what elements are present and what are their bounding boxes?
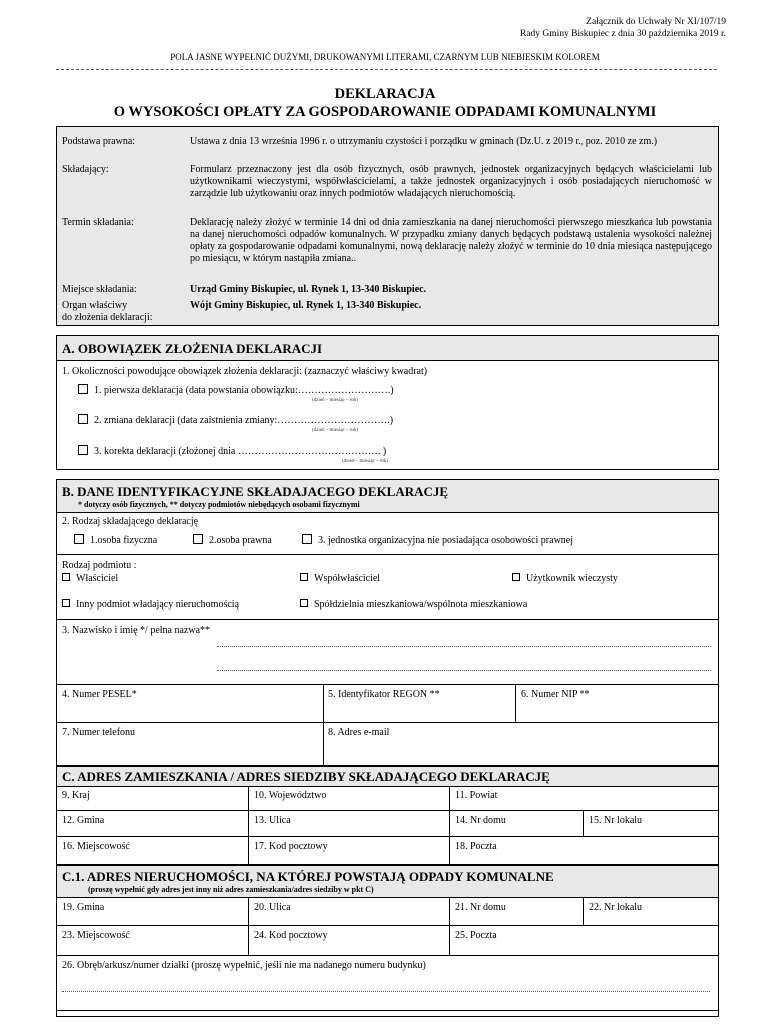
checkbox-co-owner[interactable] — [300, 573, 308, 581]
property-postal-code-label: 24. Kod pocztowy — [254, 930, 328, 941]
entity-cooperative-label: Spółdzielnia mieszkaniowa/wspólnota mieszkaniowa — [314, 599, 528, 610]
deadline-text: Deklarację należy złożyć w terminie 14 dni od dnia zamieszkania na danej nieruchomości pierwszego mieszkańca lub powstania na danej nieruchomości odpadów komunalnych. W przypadku zmiany danych będących podstawą ustalenia wysokości należnej opłaty za gospodarowanie odpadami komunalnymi, nową deklarację należy złożyć w terminie do 10 dnia miesiąca następującego po miesiącu, w którym nastąpiła zmiana.. — [190, 217, 712, 264]
date-hint-2: (dzień – miesiąc – rok) — [312, 428, 359, 433]
property-apartment-number-label: 22. Nr lokalu — [589, 902, 643, 913]
option-change-declaration-label: 2. zmiana deklaracji (data zaistnienia zmiany:…………………………….) — [94, 415, 394, 426]
attachment-line-2: Rady Gminy Biskupiec z dnia 30 października 2019 r. — [519, 29, 726, 39]
submitter-text: Formularz przeznaczony jest dla osób fizycznych, osób prawnych, jednostek organizacyjnych będących właścicielami lub użytkownikami wieczystymi, współwłaścicielami, a także jednostek organizacyjnych i osób posiadających nieruchomość w zarządzie lub użytkowaniu oraz innych podmiotów władających nieruchomością. — [190, 164, 712, 199]
option-correction-declaration[interactable] — [78, 445, 386, 458]
divider — [248, 897, 249, 955]
section-c-title: C. ADRES ZAMIESZKANIA / ADRES SIEDZIBY SKŁADAJĄCEGO DEKLARACJĘ — [62, 769, 550, 784]
checkbox-organizational-unit[interactable] — [302, 534, 312, 544]
name-field-line-2[interactable] — [217, 670, 711, 671]
checkbox-change-declaration[interactable] — [78, 414, 88, 424]
property-locality-label: 23. Miejscowość — [62, 930, 130, 941]
option-first-declaration[interactable] — [78, 384, 394, 397]
date-hint-1: (dzień – miesiąc – rok) — [312, 398, 359, 403]
name-field-line-1[interactable] — [217, 646, 711, 647]
divider — [57, 836, 718, 837]
post-office-label: 18. Poczta — [455, 841, 497, 852]
divider — [449, 786, 450, 865]
entity-other[interactable] — [62, 599, 239, 611]
entity-other-label: Inny podmiot władający nieruchomością — [76, 599, 240, 610]
divider — [57, 1010, 718, 1011]
divider — [57, 722, 718, 723]
commune-label: 12. Gmina — [62, 815, 105, 826]
divider — [323, 684, 324, 766]
type-legal-person-label: 2.osoba prawna — [209, 535, 272, 546]
divider — [57, 810, 718, 811]
divider — [57, 619, 718, 620]
authority-label-1: Organ właściwy — [62, 300, 128, 311]
type-organizational-unit-label: 3. jednostka organizacyjna nie posiadająca osobowości prawnej — [318, 535, 574, 546]
locality-label: 16. Miejscowość — [62, 841, 130, 852]
place-label: Miejsce składania: — [62, 284, 137, 295]
entity-co-owner[interactable] — [300, 573, 380, 585]
entity-perpetual-user-label: Użytkownik wieczysty — [526, 573, 618, 584]
divider — [583, 810, 584, 836]
divider — [515, 684, 516, 722]
section-c1-title: C.1. ADRES NIERUCHOMOŚCI, NA KTÓREJ POWSTAJĄ ODPADY KOMUNALNE — [62, 869, 554, 884]
option-correction-declaration-label: 3. korekta deklaracji (złożonej dnia ……………………………………. ) — [94, 446, 387, 457]
name-label: 3. Nazwisko i imię */ pełna nazwa** — [62, 625, 211, 636]
checkbox-correction-declaration[interactable] — [78, 445, 88, 455]
checkbox-natural-person[interactable] — [74, 534, 84, 544]
checkbox-cooperative[interactable] — [300, 599, 308, 607]
section-c1-subtitle: (proszę wypełnić gdy adres jest inny niż adres zamieszkania/adres siedziby w pkt C) — [88, 885, 374, 894]
fill-instruction: POLA JASNE WYPEŁNIĆ DUŻYMI, DRUKOWANYMI LITERAMI, CZARNYM LUB NIEBIESKIM KOLOREM — [170, 52, 600, 62]
deadline-label: Termin składania: — [62, 217, 134, 228]
plot-number-label: 26. Obręb/arkusz/numer działki (proszę wypełnić, jeśli nie ma nadanego numeru budynku) — [62, 960, 426, 971]
divider — [57, 684, 718, 685]
type-natural-person[interactable] — [74, 534, 157, 547]
type-legal-person[interactable] — [193, 534, 272, 547]
apartment-number-label: 15. Nr lokalu — [589, 815, 643, 826]
entity-owner[interactable] — [62, 573, 118, 585]
divider — [57, 955, 718, 956]
house-number-label: 14. Nr domu — [455, 815, 506, 826]
type-natural-person-label: 1.osoba fizyczna — [90, 535, 158, 546]
header-separator — [56, 69, 717, 70]
attachment-line-1: Załącznik do Uchwały Nr XI/107/19 — [586, 17, 726, 27]
authority-text: Wójt Gminy Biskupiec, ul. Rynek 1, 13-340 Biskupiec. — [190, 300, 422, 311]
section-a-prompt: 1. Okoliczności powodujące obowiązek złożenia deklaracji: (zaznaczyć właściwy kwadrat) — [62, 366, 428, 377]
property-post-office-label: 25. Poczta — [455, 930, 497, 941]
phone-label: 7. Numer telefonu — [62, 727, 136, 738]
place-text: Urząd Gminy Biskupiec, ul. Rynek 1, 13-340 Biskupiec. — [190, 284, 427, 295]
nip-label: 6. Numer NIP ** — [521, 689, 590, 700]
voivodeship-label: 10. Województwo — [254, 790, 327, 801]
divider — [57, 925, 718, 926]
street-label: 13. Ulica — [254, 815, 291, 826]
property-street-label: 20. Ulica — [254, 902, 291, 913]
type-organizational-unit[interactable] — [302, 534, 573, 547]
pesel-label: 4. Numer PESEL* — [62, 689, 137, 700]
checkbox-first-declaration[interactable] — [78, 384, 88, 394]
property-house-number-label: 21. Nr domu — [455, 902, 506, 913]
country-label: 9. Kraj — [62, 790, 90, 801]
section-b-subtitle: * dotyczy osób fizycznych, ** dotyczy podmiotów niebędących osobami fizycznymi — [78, 500, 360, 509]
form-title: DEKLARACJA — [334, 86, 436, 102]
submitter-type-label: 2. Rodzaj składającego deklarację — [62, 516, 199, 527]
checkbox-legal-person[interactable] — [193, 534, 203, 544]
entity-co-owner-label: Współwłaściciel — [314, 573, 381, 584]
option-first-declaration-label: 1. pierwsza deklaracja (data powstania obowiązku:……………………….) — [94, 385, 394, 396]
divider — [449, 897, 450, 955]
entity-type-label: Rodzaj podmiotu : — [62, 560, 137, 571]
entity-perpetual-user[interactable] — [512, 573, 618, 585]
authority-label-2: do złożenia deklaracji: — [62, 312, 153, 323]
checkbox-other-entity[interactable] — [62, 599, 70, 607]
property-commune-label: 19. Gmina — [62, 902, 105, 913]
section-a-title: A. OBOWIĄZEK ZŁOŻENIA DEKLARACJI — [62, 341, 323, 356]
legal-basis-label: Podstawa prawna: — [62, 136, 136, 147]
postal-code-label: 17. Kod pocztowy — [254, 841, 328, 852]
legal-basis-text: Ustawa z dnia 13 września 1996 r. o utrzymaniu czystości i porządku w gminach (Dz.U. z 2019 r., poz. 2010 ze zm.) — [190, 136, 658, 147]
form-subtitle: O WYSOKOŚCI OPŁATY ZA GOSPODAROWANIE ODPADAMI KOMUNALNYMI — [113, 104, 657, 120]
checkbox-perpetual-user[interactable] — [512, 573, 520, 581]
county-label: 11. Powiat — [455, 790, 498, 801]
checkbox-owner[interactable] — [62, 573, 70, 581]
date-hint-3: (dzień – miesiąc – rok) — [342, 459, 389, 464]
entity-cooperative[interactable] — [300, 599, 527, 611]
submitter-label: Składający: — [62, 164, 109, 175]
email-label: 8. Adres e-mail — [328, 727, 390, 738]
regon-label: 5. Identyfikator REGON ** — [328, 689, 440, 700]
plot-number-field[interactable] — [62, 991, 710, 992]
section-b-title: B. DANE IDENTYFIKACYJNE SKŁADAJACEGO DEKLARACJĘ — [62, 484, 449, 499]
divider — [57, 554, 718, 555]
divider — [583, 897, 584, 925]
entity-owner-label: Właściciel — [76, 573, 119, 584]
divider — [248, 786, 249, 865]
option-change-declaration[interactable] — [78, 414, 393, 427]
